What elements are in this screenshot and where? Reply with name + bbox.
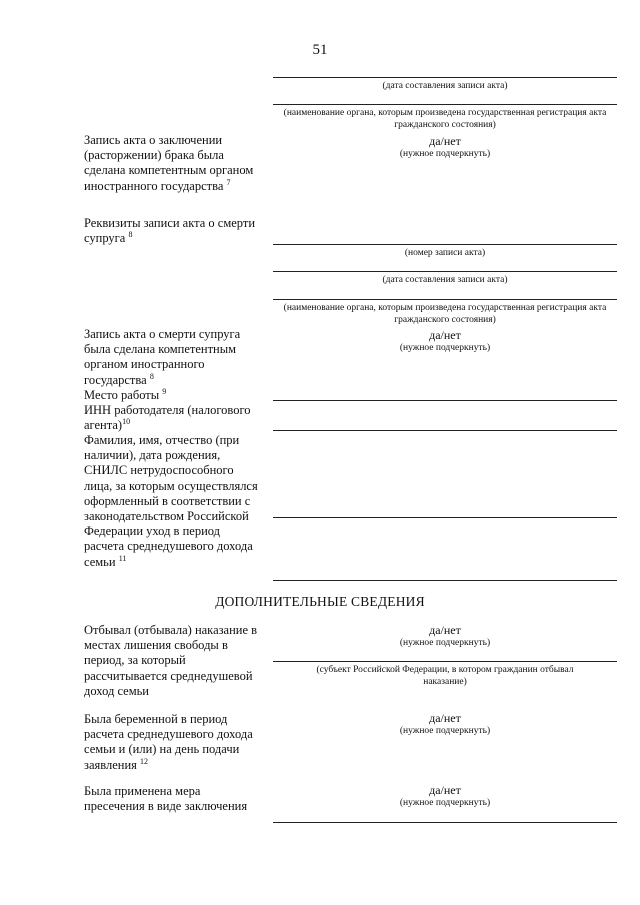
pregnant-yes-no[interactable]: да/нет bbox=[429, 711, 461, 725]
imprisonment-label: Отбывал (отбывала) наказание в местах лишения свободы в период, за который рассчитывается среднедушевой доход семьи bbox=[84, 623, 258, 698]
additional-info-heading: ДОПОЛНИТЕЛЬНЫЕ СВЕДЕНИЯ bbox=[215, 594, 425, 609]
marriage-foreign-yes-no[interactable]: да/нет bbox=[429, 134, 461, 148]
death-record-number-line[interactable] bbox=[273, 244, 617, 245]
death-foreign-note: (нужное подчеркнуть) bbox=[399, 343, 491, 353]
imprisonment-subject-caption: (субъект Российской Федерации, в котором гражданин отбывал наказание) bbox=[316, 665, 574, 687]
death-record-label: Реквизиты записи акта о смерти супруга $^8$ bbox=[84, 216, 256, 246]
death-record-date-line[interactable] bbox=[273, 271, 617, 272]
authority-caption: (наименование органа, которым произведена государственная регистрация акта гражданского состояния) bbox=[283, 108, 607, 130]
custody-line[interactable] bbox=[273, 822, 617, 823]
death-record-date-caption: (дата составления записи акта) bbox=[382, 275, 508, 285]
pregnant-note: (нужное подчеркнуть) bbox=[399, 726, 491, 736]
marriage-foreign-label: Запись акта о заключении (расторжении) брака была сделана компетентным органом иностранного государства $^7$ bbox=[84, 133, 254, 193]
death-record-number-caption: (номер записи акта) bbox=[404, 248, 486, 258]
caregiver-line-2[interactable] bbox=[273, 580, 617, 581]
record-date-caption: (дата составления записи акта) bbox=[382, 81, 508, 91]
death-authority-line[interactable] bbox=[273, 299, 617, 300]
page-number: 51 bbox=[312, 42, 328, 58]
caregiver-label: Фамилия, имя, отчество (при наличии), дата рождения, СНИЛС нетрудоспособного лица, за которым осуществлялся оформленный в соответствии с законодательством Российской Федерации уход в период расчета среднедушевого дохода семьи $^{11}$ bbox=[84, 433, 258, 569]
workplace-line[interactable] bbox=[273, 400, 617, 401]
custody-yes-no[interactable]: да/нет bbox=[429, 783, 461, 797]
marriage-foreign-note: (нужное подчеркнуть) bbox=[399, 149, 491, 159]
authority-line bbox=[273, 104, 617, 105]
caregiver-line-1[interactable] bbox=[273, 517, 617, 518]
death-foreign-label: Запись акта о смерти супруга была сделана компетентным органом иностранного государства $^8$ bbox=[84, 327, 241, 387]
imprisonment-yes-no[interactable]: да/нет bbox=[429, 623, 461, 637]
imprisonment-subject-line[interactable] bbox=[273, 661, 617, 662]
workplace-label: Место работы $^9$ bbox=[84, 386, 167, 402]
employer-inn-line[interactable] bbox=[273, 430, 617, 431]
death-authority-caption: (наименование органа, которым произведена государственная регистрация акта гражданского состояния) bbox=[283, 303, 607, 325]
custody-label: Была применена мера пресечения в виде заключения bbox=[84, 784, 248, 814]
custody-note: (нужное подчеркнуть) bbox=[399, 798, 491, 808]
record-date-line bbox=[273, 77, 617, 78]
pregnant-label: Была беременной в период расчета среднедушевого дохода семьи и (или) на день подачи заявления $^{12}$ bbox=[84, 712, 253, 772]
death-foreign-yes-no[interactable]: да/нет bbox=[429, 328, 461, 342]
imprisonment-note: (нужное подчеркнуть) bbox=[399, 638, 491, 648]
employer-inn-label: ИНН работодателя (налогового агента)$^{10}$ bbox=[84, 403, 251, 433]
